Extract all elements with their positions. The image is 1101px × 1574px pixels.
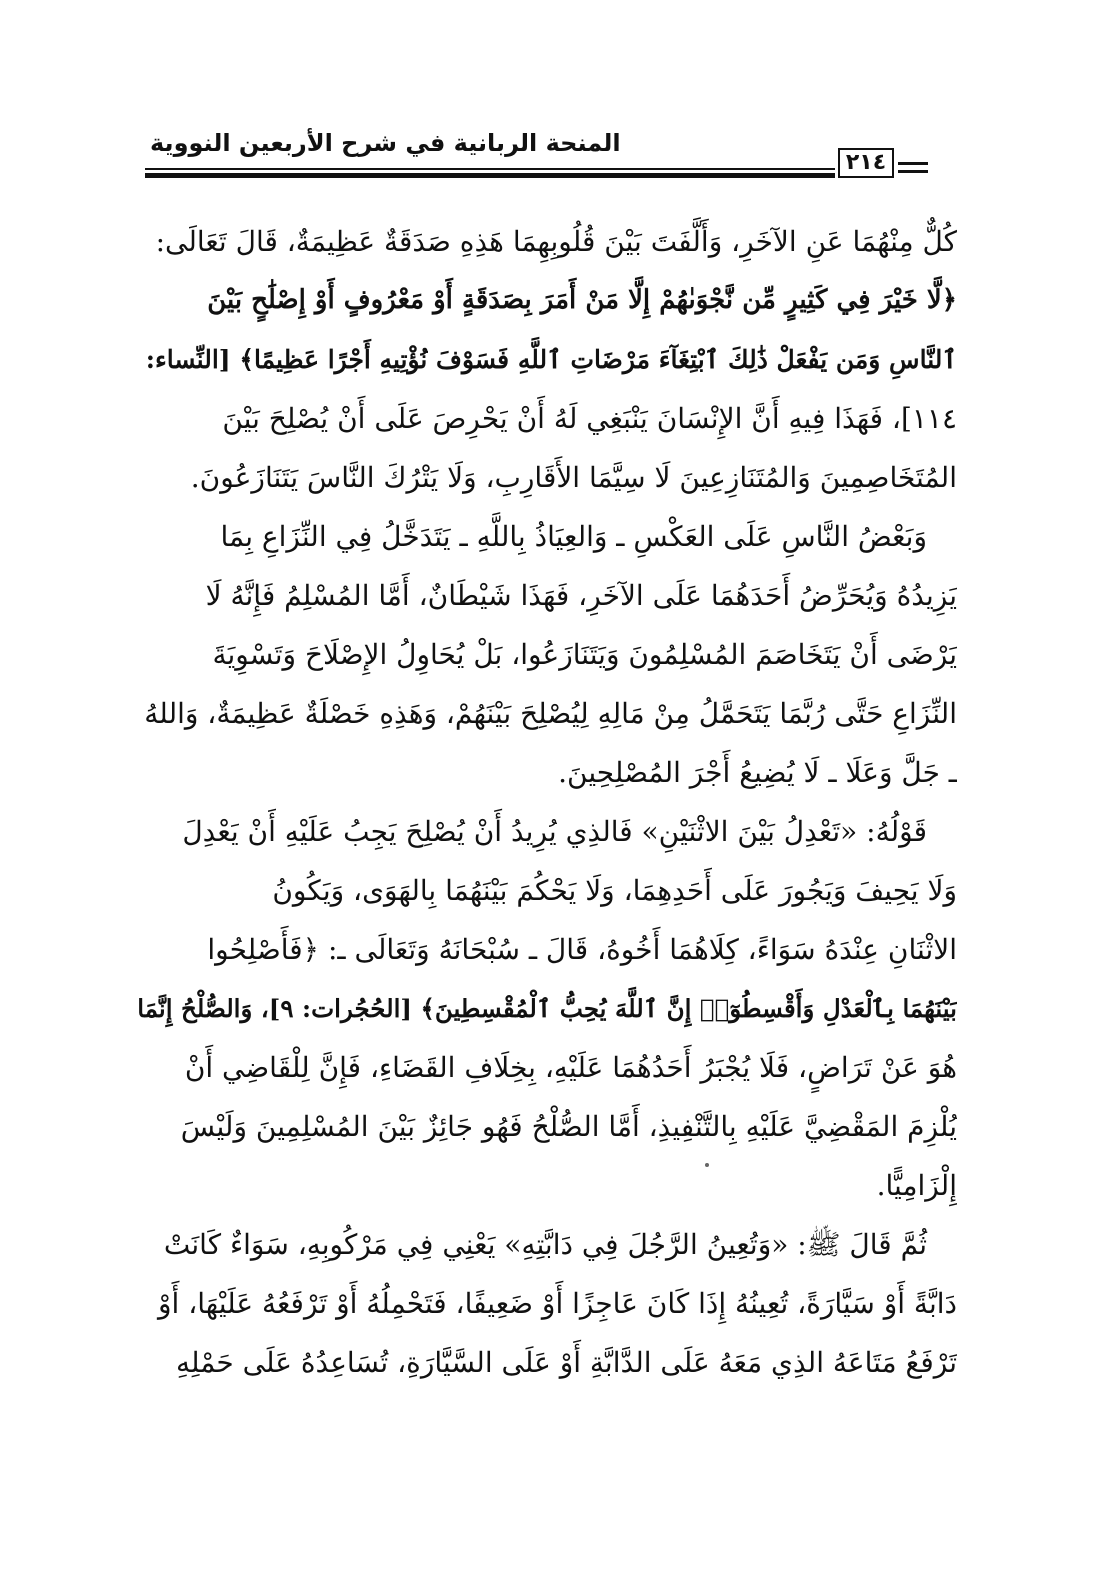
- text-line: ـ جَلَّ وَعَلَا ـ لَا يُضِيعُ أَجْرَ المُصْلِحِينَ.: [558, 756, 957, 789]
- text-line: يُلْزِمَ المَقْضِيَّ عَلَيْهِ بِالتَّنْفِيذِ، أَمَّا الصُّلْحُ فَهُو جَائِزٌ بَيْنَ المُسْلِمِينَ وَلَيْسَ: [180, 1110, 957, 1143]
- quran-verse-line: ٱلنَّاسِ وَمَن يَفْعَلْ ذَٰلِكَ ٱبْتِغَآءَ مَرْضَاتِ ٱللَّهِ فَسَوْفَ نُؤْتِيهِ أَجْرًا عَظِيمًا﴾ [النِّساء:: [145, 345, 957, 374]
- text-line: كُلٌّ مِنْهُمَا عَنِ الآخَرِ، وَأَلَّفَتَ بَيْنَ قُلُوبِهِمَا هَذِهِ صَدَقَةٌ عَظِيمَةٌ، قَالَ تَعَالَى:: [155, 225, 957, 258]
- text-line: إِلْزَامِيًّا.: [876, 1169, 957, 1202]
- text-line: ١١٤]، فَهَذَا فِيهِ أَنَّ الإِنْسَانَ يَنْبَغِي لَهُ أَنْ يَحْرِصَ عَلَى أَنْ يُصْلِحَ بَيْنَ: [222, 402, 957, 435]
- text-line: تَرْفَعُ مَتَاعَهُ الذِي مَعَهُ عَلَى الدَّابَّةِ أَوْ عَلَى السَّيَّارَةِ، تُسَاعِدُهُ عَلَى حَمْلِهِ: [175, 1346, 957, 1379]
- header-ornament-line: [898, 162, 928, 165]
- text-line: النِّزَاعِ حَتَّى رُبَّمَا يَتَحَمَّلُ مِنْ مَالِهِ لِيُصْلِحَ بَيْنَهُمْ، وَهَذِهِ خَصْلَةٌ عَظِيمَةٌ، وَاللهُ: [144, 697, 957, 730]
- paragraph-start-line: قَوْلُهُ: «تَعْدِلُ بَيْنَ الاثْنَيْنِ» فَالذِي يُرِيدُ أَنْ يُصْلِحَ يَجِبُ عَلَيْهِ أَنْ يَعْدِلَ: [182, 815, 927, 848]
- paragraph-start-line: ثُمَّ قَالَ ﷺ: «وَتُعِينُ الرَّجُلَ فِي دَابَّتِهِ» يَعْنِي فِي مَرْكُوبِهِ، سَوَاءٌ كَانَتْ: [163, 1228, 927, 1261]
- page-number: ٢١٤: [838, 148, 894, 178]
- text-line: دَابَّةً أَوْ سَيَّارَةً، تُعِينُهُ إِذَا كَانَ عَاجِزًا أَوْ ضَعِيفًا، فَتَحْمِلُهُ أَوْ تَرْفَعُهُ عَلَيْهَا، أَوْ: [158, 1287, 957, 1320]
- quran-verse-line: بَيْنَهُمَا بِٱلْعَدْلِ وَأَقْسِطُوٓا۟ إِنَّ ٱللَّهَ يُحِبُّ ٱلْمُقْسِطِينَ﴾ [الحُجُرات: ٩]، وَالصُّلْحُ إِنَّمَا: [137, 994, 957, 1023]
- text-line: وَلَا يَحِيفَ وَيَجُورَ عَلَى أَحَدِهِمَا، وَلَا يَحْكُمَ بَيْنَهُمَا بِالهَوَى، وَيَكُونُ: [272, 874, 957, 907]
- text-line: هُوَ عَنْ تَرَاضٍ، فَلَا يُجْبَرُ أَحَدُهُمَا عَلَيْهِ، بِخِلَافِ القَضَاءِ، فَإِنَّ لِلْقَاضِي أَنْ: [184, 1051, 957, 1084]
- running-title: المنحة الربانية في شرح الأربعين النووية: [150, 129, 621, 157]
- text-line: الاثْنَانِ عِنْدَهُ سَوَاءً، كِلَاهُمَا أَخُوهُ، قَالَ ـ سُبْحَانَهُ وَتَعَالَى ـ: ﴿فَأَصْلِحُوا: [207, 933, 957, 966]
- text-line: يَرْضَى أَنْ يَتَخَاصَمَ المُسْلِمُونَ وَيَتَنَازَعُوا، بَلْ يُحَاوِلُ الإِصْلَاحَ وَتَسْوِيَةَ: [212, 638, 957, 671]
- page-header: [140, 118, 940, 188]
- header-rule-thick: [145, 173, 835, 178]
- scan-speck: [705, 1163, 709, 1167]
- header-rule-thin: [145, 168, 835, 170]
- header-ornament-line: [898, 170, 928, 173]
- paragraph-start-line: وَبَعْضُ النَّاسِ عَلَى العَكْسِ ـ وَالعِيَاذُ بِاللَّهِ ـ يَتَدَخَّلُ فِي النِّزَاعِ بِمَا: [220, 520, 927, 553]
- text-line: المُتَخَاصِمِينَ وَالمُتَنَازِعِينَ لَا سِيَّمَا الأَقَارِبِ، وَلَا يَتْرُكَ النَّاسَ يَتَنَازَعُونَ.: [190, 461, 957, 494]
- text-line: يَزِيدُهُ وَيُحَرِّضُ أَحَدَهُمَا عَلَى الآخَرِ، فَهَذَا شَيْطَانٌ، أَمَّا المُسْلِمُ فَإِنَّهُ لَا: [205, 579, 957, 612]
- quran-verse-line: ﴿لَّا خَيْرَ فِي كَثِيرٍ مِّن نَّجْوَىٰهُمْ إِلَّا مَنْ أَمَرَ بِصَدَقَةٍ أَوْ مَعْرُوفٍ أَوْ إِصْلَٰحٍ بَيْنَ: [207, 285, 957, 315]
- body-text: [135, 212, 957, 1482]
